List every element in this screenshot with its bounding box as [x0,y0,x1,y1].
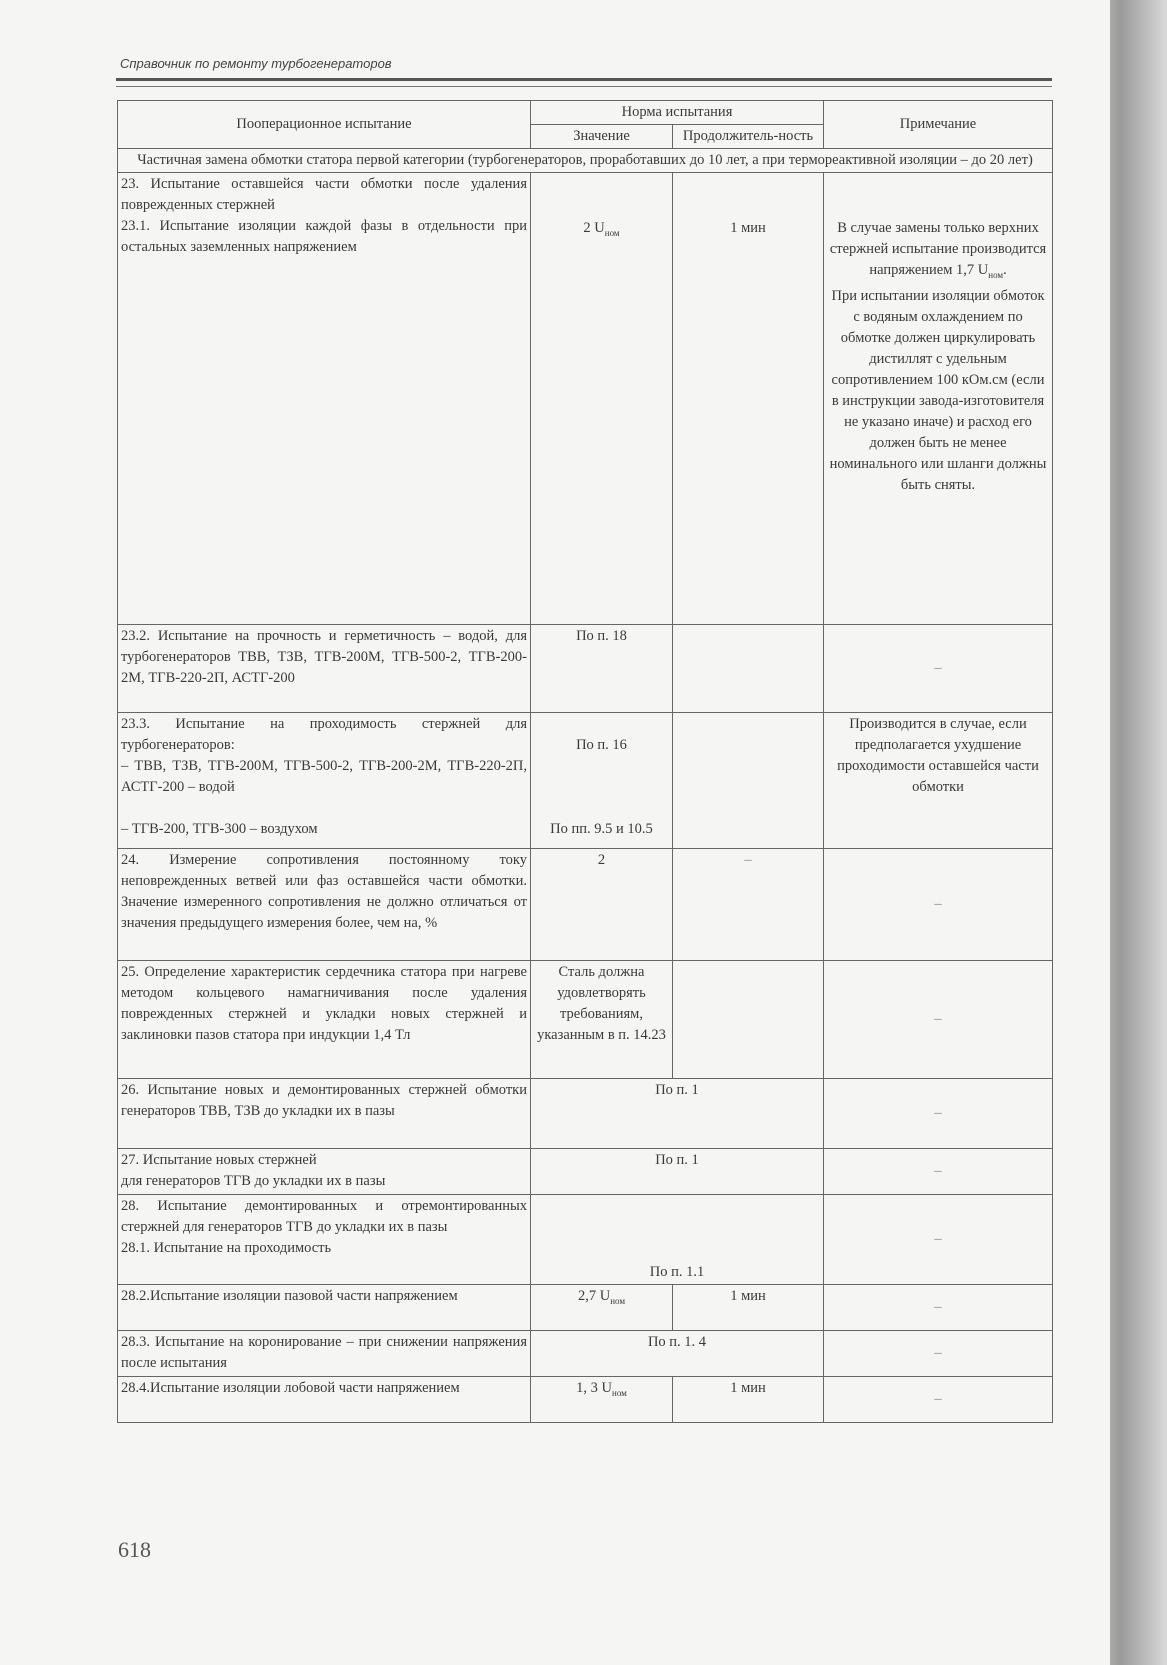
col-header-duration: Продолжитель-ность [673,125,824,149]
col-header-norm-group: Норма испытания [531,101,824,125]
row-28-2-value: 2,7 U [577,1288,611,1304]
cell-operation [118,1195,531,1285]
row-25-duration [673,961,824,1079]
row-27-note: – [824,1149,1053,1195]
row-26-text: 26. Испытание новых и демонтированных стержней обмотки генераторов ТВВ, ТЗВ до укладки их в пазы [118,1079,531,1149]
row-23-3-value1: По п. 16 [576,737,627,753]
row-23-3-duration [673,713,824,849]
row-23-1-note-a: В случае замены только верхних стержней испытание производится напряжением 1,7 U [829,220,1047,278]
row-23-title: 23. Испытание оставшейся части обмотки после удаления поврежденных стержней [121,176,527,213]
row-23-1-note-b: При испытании изоляции обмоток с водяным охлаждением по обмотке должен циркулировать дистиллят с удельным сопротивлением 100 кОм.см (если в инструкции завода-изготовителя не указано иначе) и расход его должен быть не менее номинального или шланги должны быть сняты. [829,287,1047,493]
row-23-3-item1: – ТВВ, ТЗВ, ТГВ-200М, ТГВ-500-2, ТГВ-200-2М, ТГВ-220-2П, АСТГ-200 – водой [121,758,527,795]
row-28-3-value: По п. 1. 4 [531,1331,824,1377]
section-row [118,149,1053,173]
test-norms-table [117,100,1053,1423]
col-header-note: Примечание [824,101,1053,149]
row-28-4-value: 1, 3 U [576,1380,612,1396]
row-26-value: По п. 1 [531,1079,824,1149]
row-23-1-value: 2 U [583,220,605,236]
table-row [118,1377,1053,1423]
page-number: 618 [118,1537,151,1562]
cell-operation [118,173,531,625]
header-rule [116,78,1052,87]
row-23-2-value: По п. 18 [531,625,673,713]
row-23-2-duration [673,625,824,713]
cell-note [824,173,1053,625]
row-28-2-note: – [824,1285,1053,1331]
row-25-text: 25. Определение характеристик сердечника статора при нагреве методом кольцевого намагничивания после удаления поврежденных стержней и укладки новых стержней и заклиновки пазов статора при индукции 1,4 Тл [118,961,531,1079]
row-28-1-value: По п. 1.1 [531,1195,824,1285]
unit-subscript: ном [988,269,1004,280]
row-27-value: По п. 1 [531,1149,824,1195]
row-28-4-text: 28.4.Испытание изоляции лобовой части напряжением [118,1377,531,1423]
row-28-3-note: – [824,1331,1053,1377]
table-row [118,173,1053,625]
row-28-4-note: – [824,1377,1053,1423]
row-28-1-text: 28.1. Испытание на проходимость [121,1240,332,1256]
table-row [118,849,1053,961]
unit-subscript: ном [610,1295,626,1306]
row-23-1-duration: 1 мин [673,173,824,625]
cell-value [531,1377,673,1423]
table-row [118,961,1053,1079]
cell-value [531,713,673,849]
row-28-note: – [824,1195,1053,1285]
table-row [118,1195,1053,1285]
table-row [118,1079,1053,1149]
row-23-2-text: 23.2. Испытание на прочность и герметичность – водой, для турбогенераторов ТВВ, ТЗВ, ТГВ-200М, ТГВ-500-2, ТГВ-200-2М, ТГВ-220-2П, АСТГ-200 [118,625,531,713]
row-24-value: 2 [531,849,673,961]
col-header-value: Значение [531,125,673,149]
unit-subscript: ном [604,227,620,238]
col-header-operation: Пооперационное испытание [118,101,531,149]
row-25-note: – [824,961,1053,1079]
row-24-note: – [824,849,1053,961]
row-23-3-value2: По пп. 9.5 и 10.5 [550,821,653,837]
row-23-3-note: Производится в случае, если предполагается ухудшение проходимости оставшейся части обмотки [824,713,1053,849]
row-25-value: Сталь должна удовлетворять требованиям, указанным в п. 14.23 [531,961,673,1079]
row-23-3-item2: – ТГВ-200, ТГВ-300 – воздухом [121,821,318,837]
row-28-4-duration: 1 мин [673,1377,824,1423]
row-23-1-text: 23.1. Испытание изоляции каждой фазы в отдельности при остальных заземленных напряжением [121,218,527,255]
row-27-line1: 27. Испытание новых стержней [121,1152,317,1168]
unit-subscript: ном [612,1387,627,1398]
row-23-1-note-a-end: . [1003,262,1007,278]
row-23-3-text: 23.3. Испытание на проходимость стержней для турбогенераторов: [121,716,527,753]
table-header-row [118,101,1053,125]
row-24-text: 24. Измерение сопротивления постоянному току неповрежденных ветвей или фаз оставшейся части обмотки. Значение измеренного сопротивления не должно отличаться от значения предыдущего измерения более, чем на, % [118,849,531,961]
table-row [118,1149,1053,1195]
table-row [118,625,1053,713]
row-24-duration: – [673,849,824,961]
section-title: Частичная замена обмотки статора первой категории (турбогенераторов, проработавших до 10 лет, а при термореактивной изоляции – до 20 лет) [118,149,1053,173]
table-row [118,1285,1053,1331]
row-23-2-note: – [824,625,1053,713]
row-28-3-text: 28.3. Испытание на коронирование – при снижении напряжения после испытания [118,1331,531,1377]
row-28-text: 28. Испытание демонтированных и отремонтированных стержней для генераторов ТГВ до укладки их в пазы [121,1198,527,1235]
cell-value [531,173,673,625]
table-row [118,713,1053,849]
row-27-line2: для генераторов ТГВ до укладки их в пазы [121,1173,386,1189]
cell-value [531,1285,673,1331]
table-row [118,1331,1053,1377]
cell-operation [118,1149,531,1195]
cell-operation [118,713,531,849]
running-header: Справочник по ремонту турбогенераторов [120,56,392,71]
row-28-2-duration: 1 мин [673,1285,824,1331]
row-26-note: – [824,1079,1053,1149]
row-28-2-text: 28.2.Испытание изоляции пазовой части напряжением [118,1285,531,1331]
